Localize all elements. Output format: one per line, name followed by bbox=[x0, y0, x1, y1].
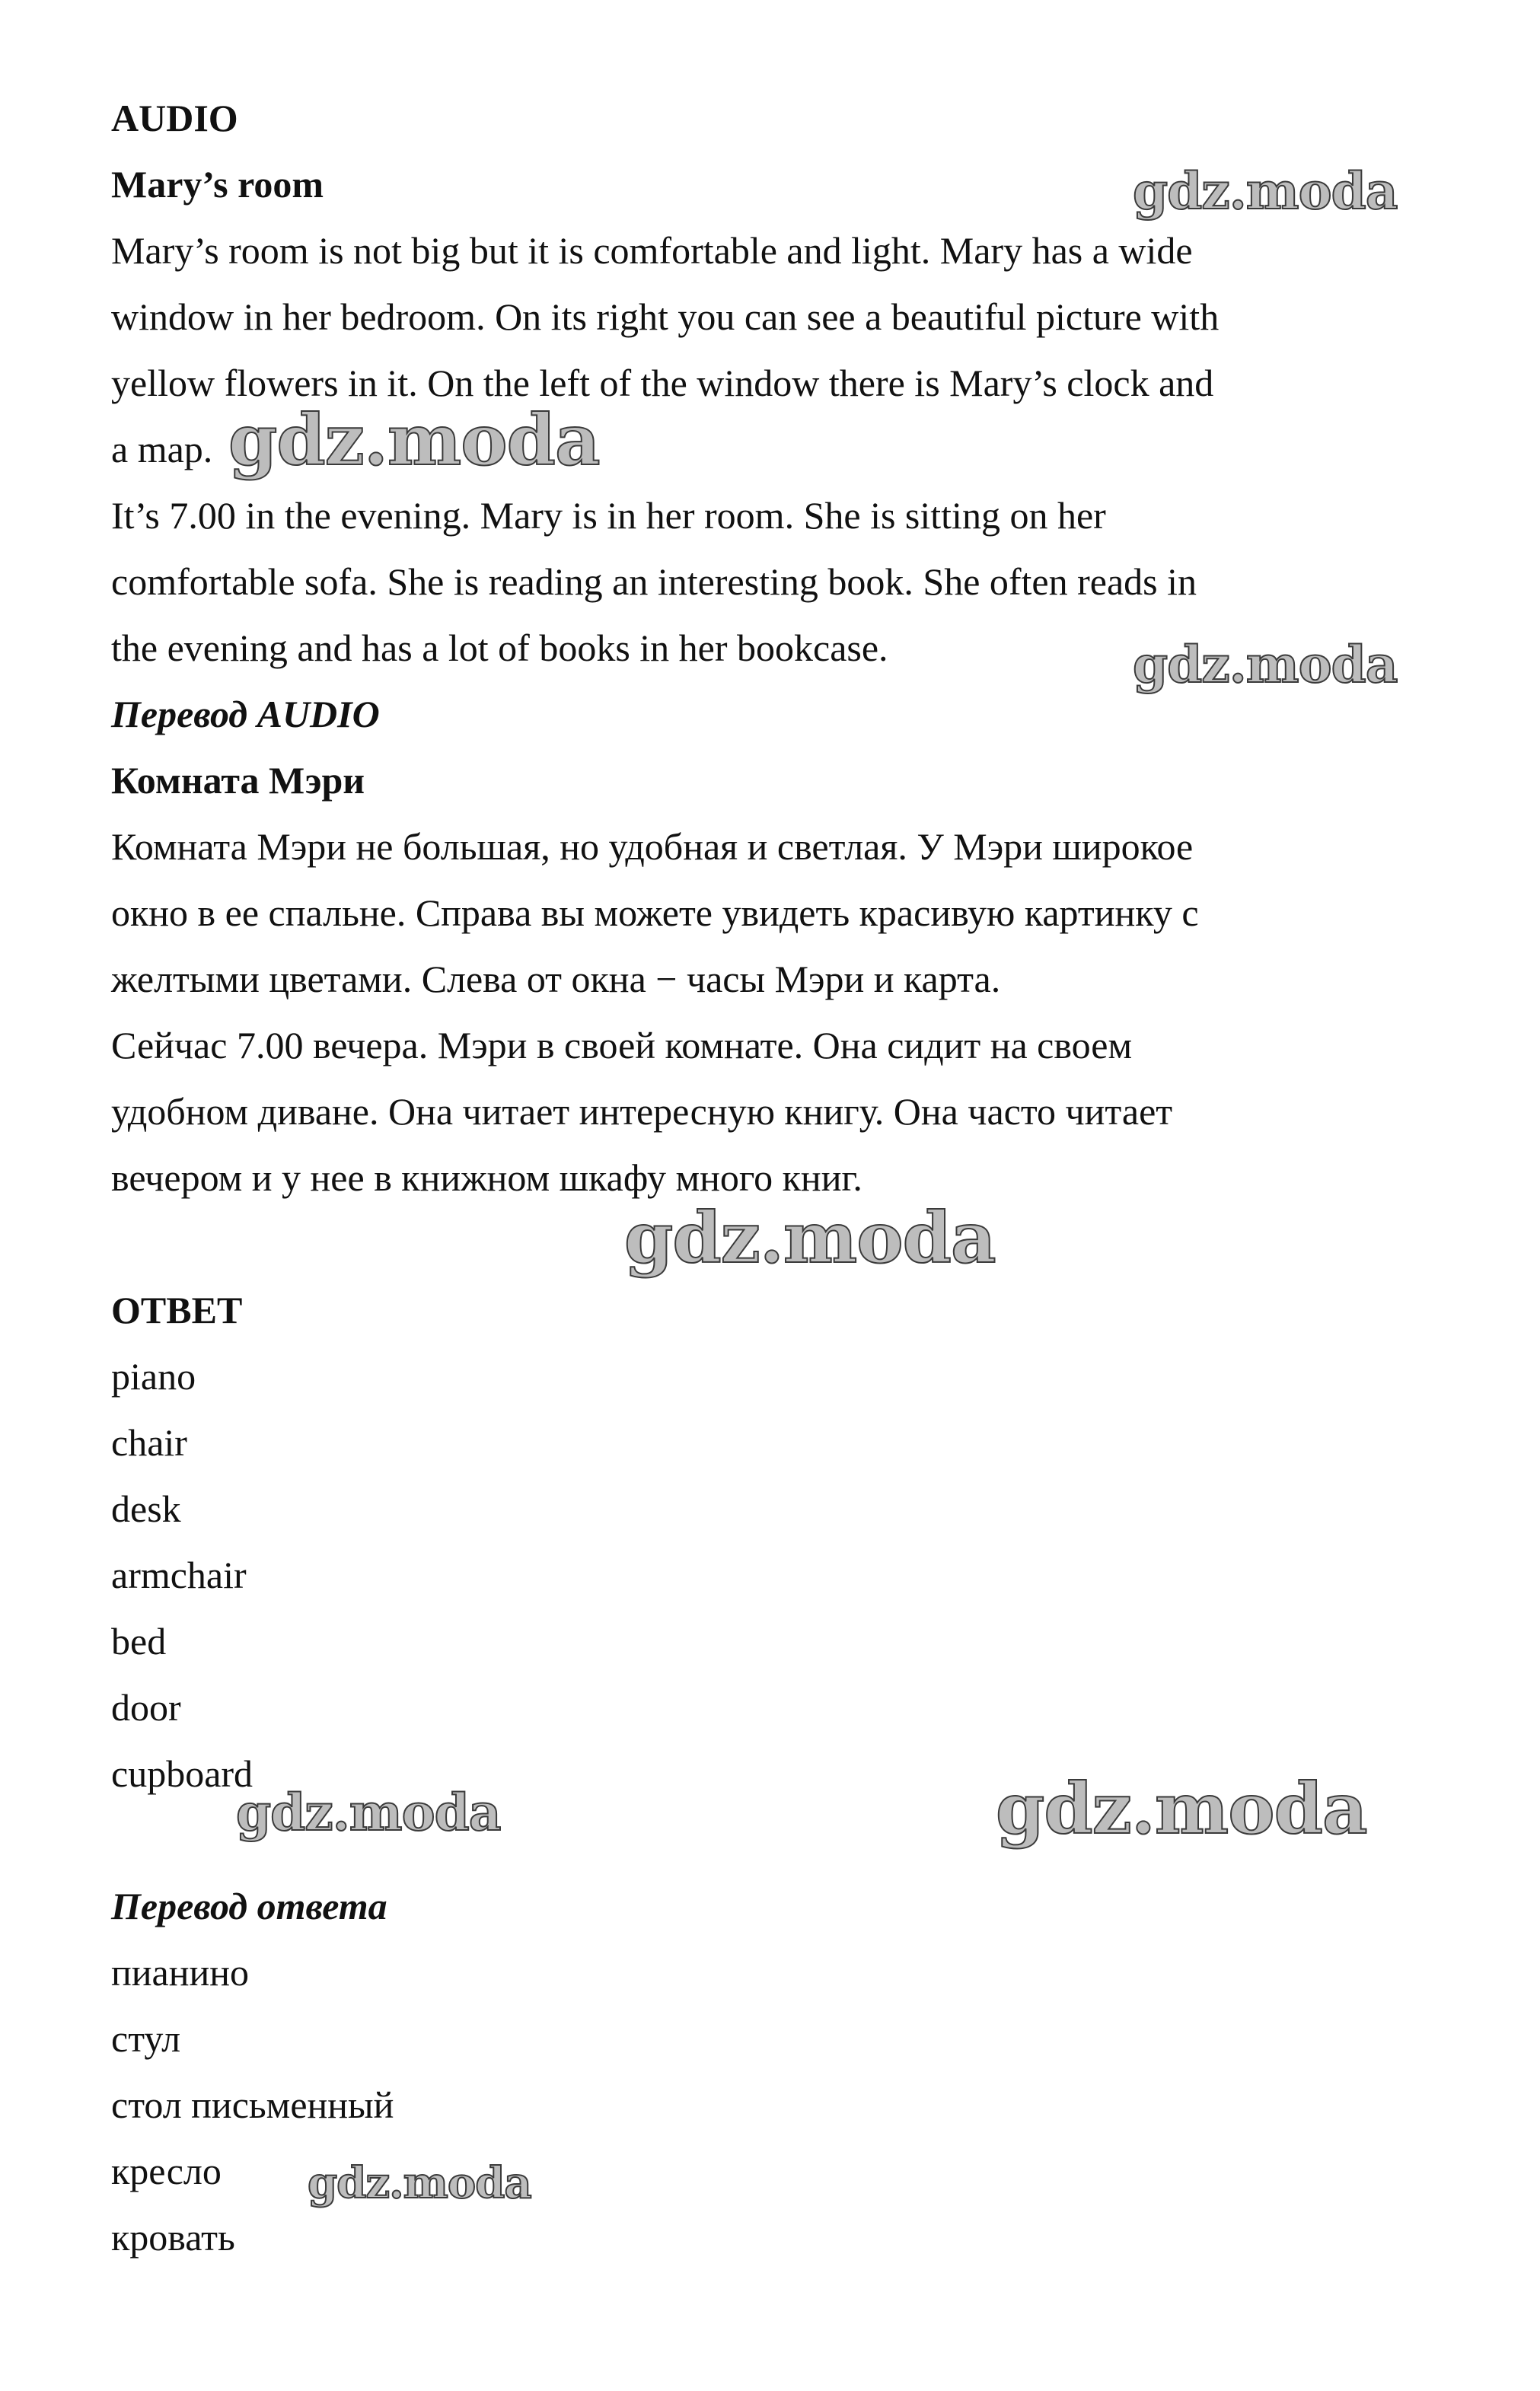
watermark: gdz.moda bbox=[1133, 635, 1398, 694]
answer-translation-item: пианино bbox=[111, 1951, 249, 1994]
answer-item: bed bbox=[111, 1620, 167, 1663]
watermark: gdz.moda bbox=[624, 1197, 996, 1279]
audio-heading: AUDIO bbox=[111, 97, 238, 139]
translation-paragraph-2 bbox=[111, 1012, 1451, 1211]
text-line: It’s 7.00 in the evening. Mary is in her room. She is sitting on her bbox=[111, 494, 1106, 537]
text-line: Комната Мэри не большая, но удобная и светлая. У Мэри широкое bbox=[111, 825, 1194, 868]
answer-translation-item: кресло bbox=[111, 2150, 222, 2192]
text-line: желтыми цветами. Слева от окна − часы Мэри и карта. bbox=[111, 958, 1001, 1000]
answer-translation-item: стол письменный bbox=[111, 2083, 394, 2126]
answer-item: armchair bbox=[111, 1554, 247, 1596]
answer-list bbox=[111, 1344, 1451, 1807]
text-line: Mary’s room is not big but it is comfortable and light. Mary has a wide bbox=[111, 229, 1193, 272]
answer-item: door bbox=[111, 1686, 181, 1729]
watermark: gdz.moda bbox=[308, 2158, 531, 2208]
text-line: comfortable sofa. She is reading an interesting book. She often reads in bbox=[111, 560, 1197, 603]
text-line: Сейчас 7.00 вечера. Мэри в своей комнате. Она сидит на своем bbox=[111, 1024, 1133, 1066]
text-line: window in her bedroom. On its right you can see a beautiful picture with bbox=[111, 295, 1220, 338]
watermark: gdz.moda bbox=[228, 399, 600, 481]
text-line: yellow flowers in it. On the left of the window there is Mary’s clock and bbox=[111, 362, 1214, 404]
answer-item: cupboard bbox=[111, 1752, 253, 1795]
watermark: gdz.moda bbox=[1133, 161, 1398, 221]
answer-translation-list bbox=[111, 1940, 1451, 2271]
answer-item: piano bbox=[111, 1355, 196, 1398]
audio-title: Mary’s room bbox=[111, 163, 324, 206]
answer-translation-heading: Перевод ответа bbox=[111, 1885, 387, 1927]
text-line: окно в ее спальне. Справа вы можете увидеть красивую картинку с bbox=[111, 891, 1199, 934]
answer-heading: ОТВЕТ bbox=[111, 1289, 243, 1331]
watermark: gdz.moda bbox=[236, 1783, 501, 1842]
answer-translation-item: кровать bbox=[111, 2216, 235, 2259]
text-line: вечером и у нее в книжном шкафу много книг. bbox=[111, 1156, 862, 1199]
text-line: the evening and has a lot of books in her bookcase. bbox=[111, 626, 888, 669]
translation-paragraph-1 bbox=[111, 814, 1451, 1012]
answer-translation-item: стул bbox=[111, 2017, 181, 2060]
text-line: удобном диване. Она читает интересную книгу. Она часто читает bbox=[111, 1090, 1173, 1133]
text-line: a map. bbox=[111, 428, 213, 470]
translation-heading: Перевод AUDIO bbox=[111, 693, 380, 735]
translation-title: Комната Мэри bbox=[111, 759, 365, 802]
answer-item: desk bbox=[111, 1487, 181, 1530]
answer-item: chair bbox=[111, 1421, 187, 1464]
watermark: gdz.moda bbox=[996, 1768, 1367, 1850]
